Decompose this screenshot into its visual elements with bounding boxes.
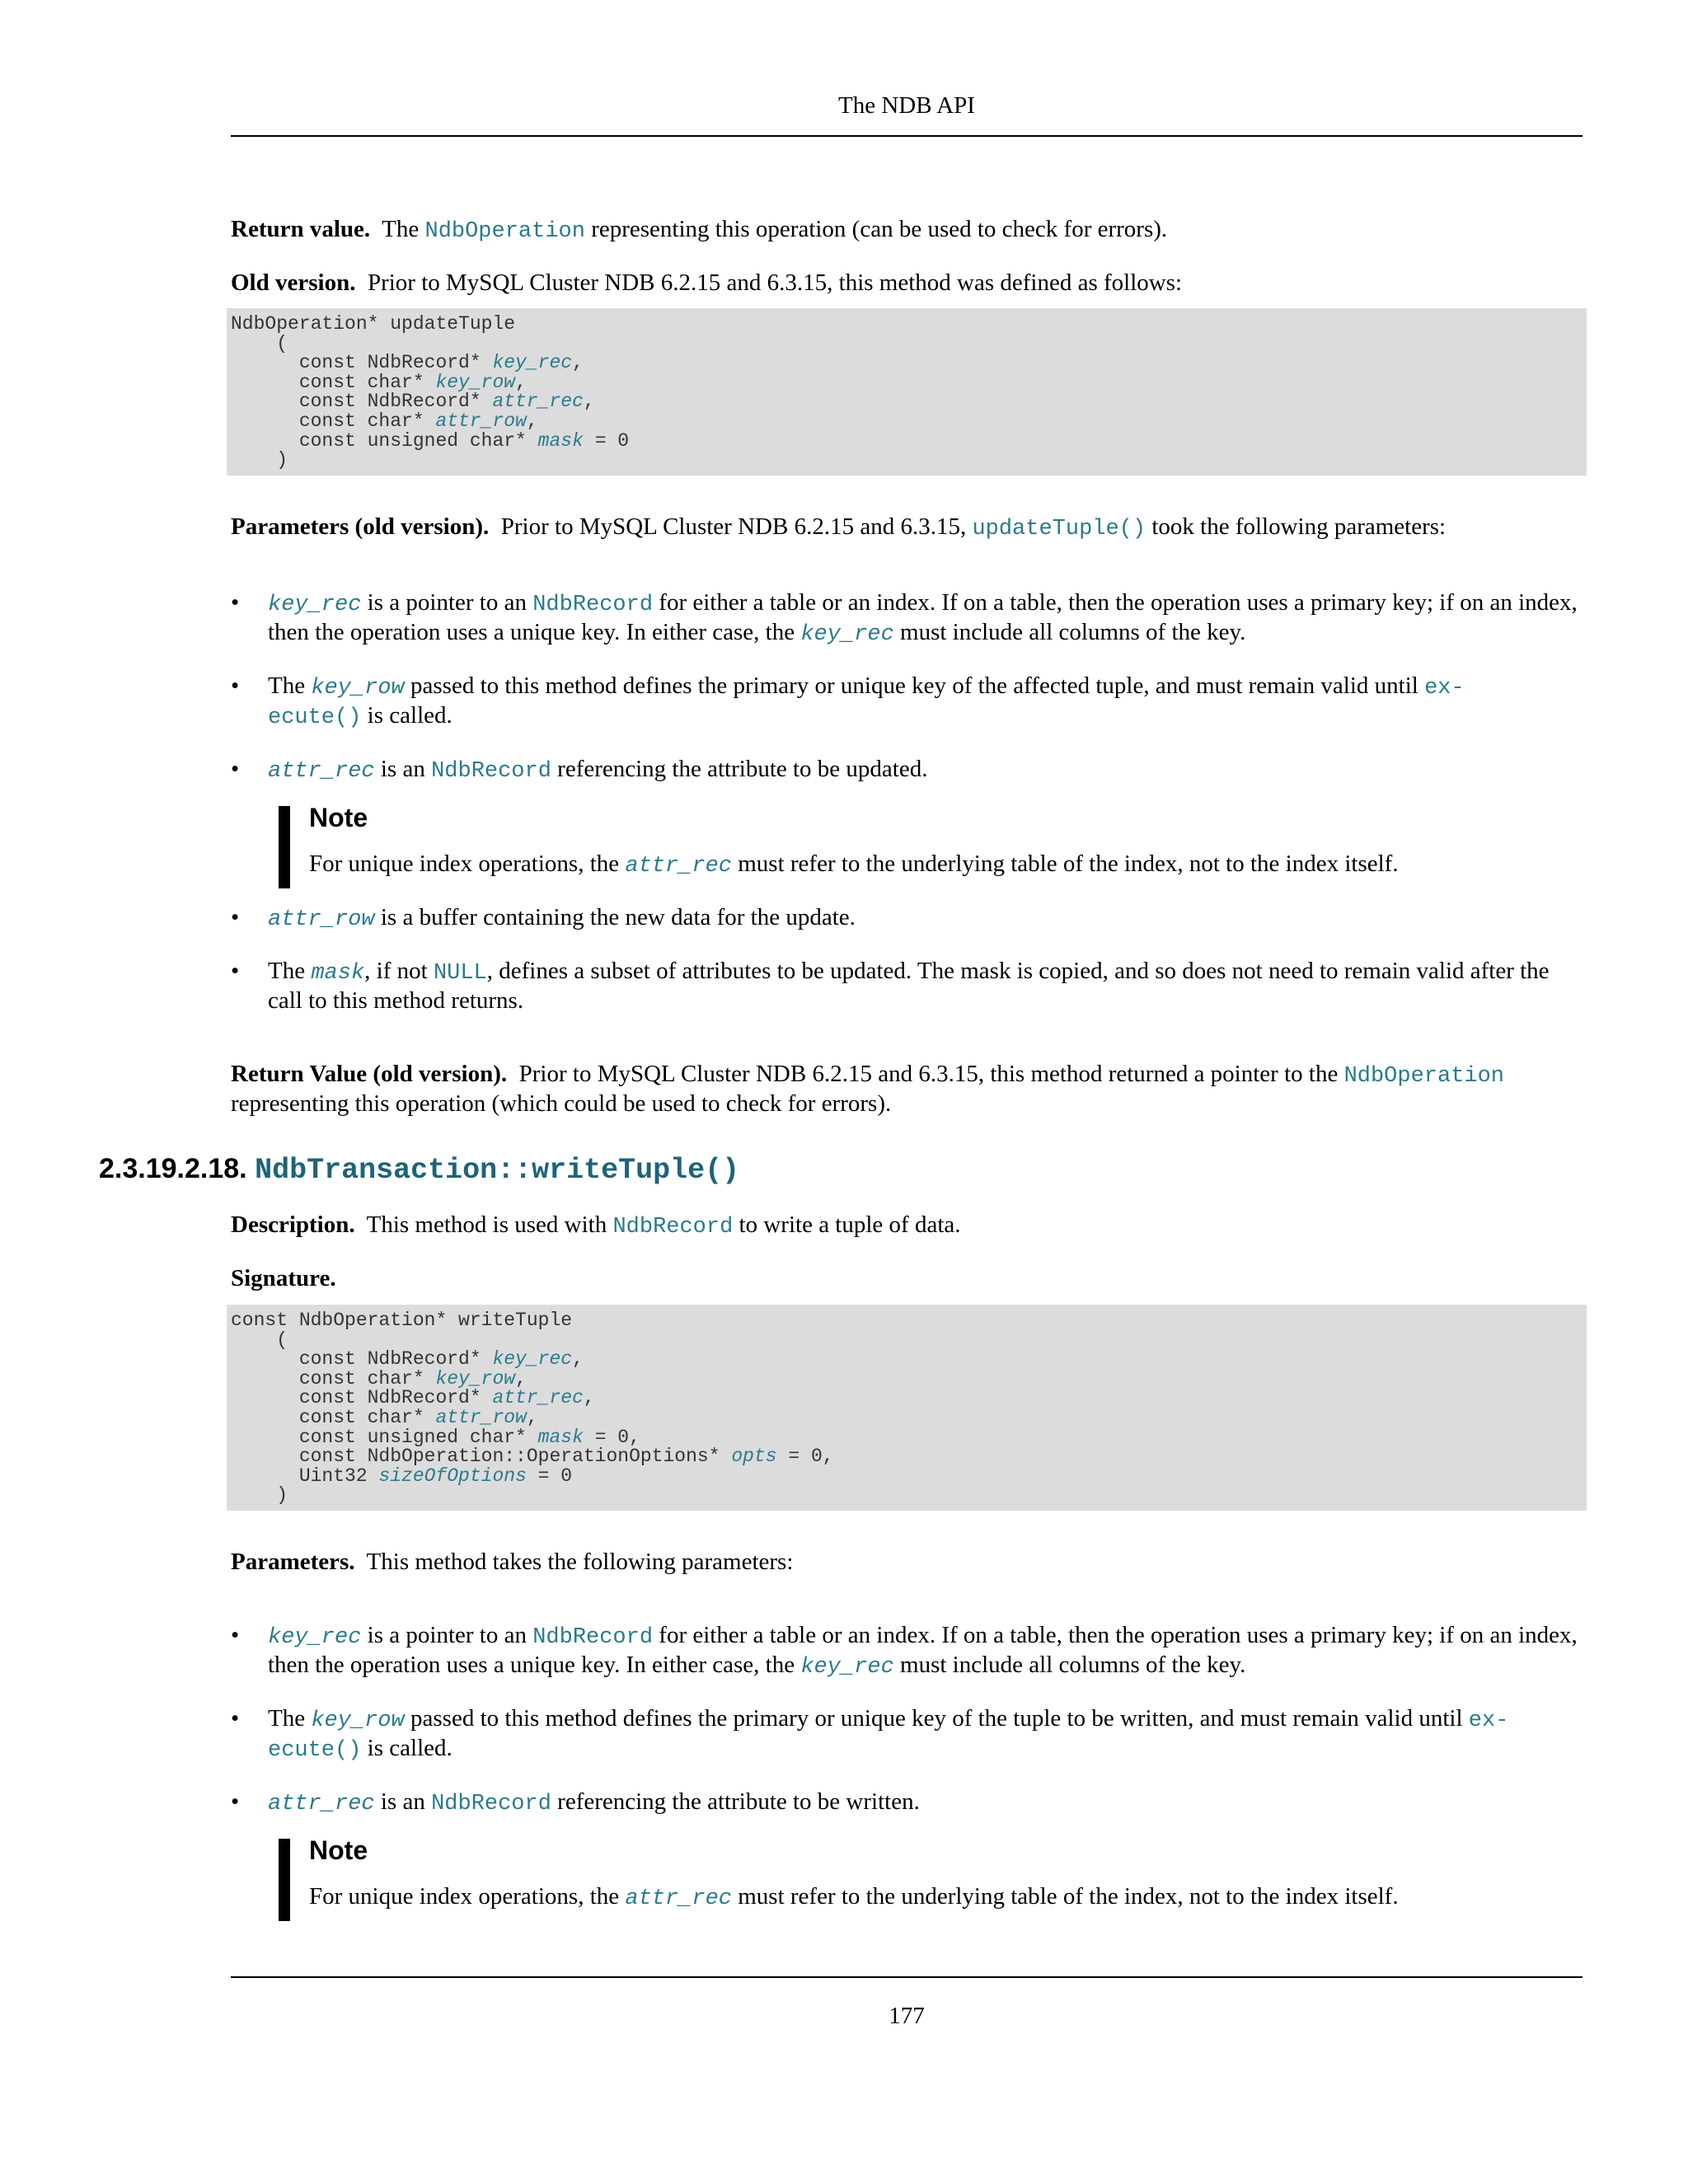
note-text <box>309 851 1582 880</box>
list-item <box>231 1622 1582 1681</box>
list-item <box>231 756 1582 785</box>
code-param: key_rec <box>492 352 573 374</box>
code-text: Uint32 <box>231 1465 379 1487</box>
method-link-execute[interactable]: ecute() <box>268 1737 362 1763</box>
code-block-update-tuple <box>227 308 1587 476</box>
code-param: mask <box>537 1426 584 1448</box>
description-paragraph <box>231 1212 1582 1241</box>
code-param: key_rec <box>492 1348 573 1371</box>
code-text: = 0, <box>583 1426 640 1448</box>
code-param: opts <box>731 1446 777 1468</box>
params-old-label: Parameters (old version). <box>231 513 490 540</box>
code-param: key_row <box>435 371 516 393</box>
code-text: , <box>572 1348 584 1371</box>
code-text: const NdbOperation::OperationOptions* <box>231 1446 732 1468</box>
section-function-name: NdbTransaction::writeTuple() <box>255 1154 740 1187</box>
code-param: mask <box>537 429 584 452</box>
param-mask: mask <box>311 960 365 986</box>
code-line: NdbOperation* updateTuple <box>231 313 516 335</box>
param-attr-row: attr_row <box>268 907 375 932</box>
param-key-rec: key_rec <box>268 1624 362 1650</box>
code-param: attr_rec <box>492 1387 584 1409</box>
signature-paragraph <box>231 1265 1582 1292</box>
text: must include all columns of the key. <box>893 618 1246 645</box>
code-text: = 0 <box>526 1465 573 1487</box>
text: is called. <box>361 1734 452 1761</box>
running-header: The NDB API <box>838 92 975 119</box>
code-line: ) <box>231 1484 288 1507</box>
old-version-paragraph <box>231 269 1582 297</box>
code-text: , <box>583 391 595 413</box>
header-rule <box>231 135 1582 137</box>
code-text: const NdbRecord* <box>231 1348 493 1371</box>
description-label: Description. <box>231 1212 355 1238</box>
text: is an <box>374 1788 432 1815</box>
text: representing this operation (which could be used to check for errors). <box>231 1090 892 1117</box>
code-text: const char* <box>231 371 436 393</box>
return-old-paragraph <box>231 1061 1582 1118</box>
params-old-list-continued <box>231 904 1582 1015</box>
list-item <box>231 904 1582 934</box>
text: Prior to MySQL Cluster NDB 6.2.15 and 6.3.15, <box>500 513 973 540</box>
section-number: 2.3.19.2.18. <box>99 1153 247 1184</box>
params-old-list <box>231 589 1582 785</box>
text: referencing the attribute to be updated. <box>551 755 928 782</box>
code-param: attr_row <box>435 1406 527 1428</box>
code-param: attr_rec <box>492 391 584 413</box>
page-number: 177 <box>889 2003 925 2029</box>
param-attr-rec: attr_rec <box>625 1886 732 1911</box>
footer-rule <box>231 1976 1582 1978</box>
class-link-ndbrecord[interactable]: NdbRecord <box>612 1215 734 1240</box>
code-text: const char* <box>231 410 436 432</box>
param-key-row: key_row <box>311 675 405 701</box>
code-line: ( <box>231 332 288 354</box>
note-bar <box>279 1839 290 1921</box>
code-text: const NdbRecord* <box>231 1387 493 1409</box>
note-box <box>309 803 1582 880</box>
note-title: Note <box>309 1835 368 1865</box>
note-box <box>309 1835 1582 1913</box>
text: This method is used with <box>366 1212 613 1238</box>
literal-null: NULL <box>433 960 487 986</box>
text: must refer to the underlying table of the index, not to the index itself. <box>732 1882 1399 1910</box>
text: Prior to MySQL Cluster NDB 6.2.15 and 6.3.15, this method was defined as follows: <box>367 269 1183 296</box>
text: must refer to the underlying table of the index, not to the index itself. <box>732 850 1399 877</box>
list-item <box>231 1788 1582 1818</box>
note-bar <box>279 806 290 888</box>
text: , defines a subset of attributes to be updated. The mask is copied, and so does not need to remain valid after the call to this method returns. <box>268 957 1550 1014</box>
signature-label: Signature. <box>231 1265 336 1291</box>
text: referencing the attribute to be written. <box>551 1788 920 1815</box>
code-text: , <box>515 1367 527 1390</box>
page-content <box>231 216 1582 1118</box>
text: For unique index operations, the <box>309 850 626 877</box>
note-title: Note <box>309 802 368 832</box>
parameters-list <box>231 1622 1582 1818</box>
params-old-paragraph <box>231 513 1582 543</box>
code-text: , <box>515 371 527 393</box>
param-key-rec: key_rec <box>800 1654 894 1680</box>
text: is a pointer to an <box>361 588 533 616</box>
code-text: const char* <box>231 1406 436 1428</box>
class-link-ndboperation[interactable]: NdbOperation <box>1343 1063 1505 1089</box>
text: , if not <box>364 957 434 984</box>
code-line: const NdbOperation* writeTuple <box>231 1310 573 1331</box>
code-text: = 0, <box>776 1446 834 1468</box>
code-text: const unsigned char* <box>231 429 538 452</box>
text: is called. <box>361 701 452 729</box>
list-item <box>231 673 1582 732</box>
class-link-ndbrecord[interactable]: NdbRecord <box>431 758 551 784</box>
section-content <box>231 1212 1582 1913</box>
code-text: const char* <box>231 1367 436 1390</box>
return-old-label: Return Value (old version). <box>231 1060 508 1087</box>
text: to write a tuple of data. <box>733 1212 961 1238</box>
param-attr-rec: attr_rec <box>268 1791 375 1816</box>
class-link-ndbrecord[interactable]: NdbRecord <box>431 1791 551 1816</box>
code-line: ) <box>231 449 288 471</box>
code-text: , <box>526 410 538 432</box>
class-link-ndbrecord[interactable]: NdbRecord <box>532 1624 654 1650</box>
text: This method takes the following parameters: <box>366 1548 794 1575</box>
class-link-ndbrecord[interactable]: NdbRecord <box>532 592 654 617</box>
code-param: attr_row <box>435 410 527 432</box>
code-block-write-tuple <box>227 1305 1587 1511</box>
code-param: key_row <box>435 1367 516 1390</box>
text: The <box>268 672 312 699</box>
param-key-row: key_row <box>311 1708 405 1733</box>
text: The <box>268 957 312 984</box>
param-key-rec: key_rec <box>800 621 894 647</box>
return-value-paragraph <box>231 216 1582 246</box>
code-text: , <box>572 352 584 374</box>
list-item <box>231 1705 1582 1765</box>
text: The <box>382 216 425 242</box>
text: is an <box>374 755 432 782</box>
code-text: const unsigned char* <box>231 1426 538 1448</box>
text: took the following parameters: <box>1146 513 1447 540</box>
code-text: const NdbRecord* <box>231 391 493 413</box>
text: representing this operation (can be used to check for errors). <box>584 216 1168 242</box>
code-text: const NdbRecord* <box>231 352 493 374</box>
param-attr-rec: attr_rec <box>625 853 732 879</box>
text: passed to this method defines the primary or unique key of the affected tuple, and must remain valid until <box>404 672 1425 699</box>
method-link-execute[interactable]: ecute() <box>268 705 362 730</box>
return-value-label: Return value. <box>231 216 371 242</box>
method-link-execute[interactable]: ex- <box>1424 675 1465 701</box>
param-key-rec: key_rec <box>268 592 362 617</box>
code-param: sizeOfOptions <box>378 1465 527 1487</box>
text: must include all columns of the key. <box>893 1651 1246 1678</box>
text: for either a table or an index. If on a table, then the operation uses a primary key; if on an index, then the operation uses a unique key. In either case, the <box>268 1621 1578 1678</box>
text: is a buffer containing the new data for the update. <box>374 903 856 930</box>
parameters-label: Parameters. <box>231 1548 355 1575</box>
section-heading <box>99 1152 739 1187</box>
parameters-paragraph <box>231 1549 1582 1576</box>
text: The <box>268 1704 312 1732</box>
old-version-label: Old version. <box>231 269 356 296</box>
list-item <box>231 589 1582 649</box>
text: passed to this method defines the primary or unique key of the tuple to be written, and must remain valid until <box>404 1704 1469 1732</box>
text: for either a table or an index. If on a table, then the operation uses a primary key; if on an index, then the operation uses a unique key. In either case, the <box>268 588 1578 645</box>
text: For unique index operations, the <box>309 1882 626 1910</box>
method-link-updatetuple[interactable]: updateTuple() <box>972 516 1146 541</box>
class-link-ndboperation[interactable]: NdbOperation <box>424 219 585 244</box>
note-text <box>309 1883 1582 1913</box>
code-line: ( <box>231 1329 288 1351</box>
param-attr-rec: attr_rec <box>268 758 375 784</box>
list-item <box>231 958 1582 1015</box>
code-text: , <box>583 1387 595 1409</box>
code-text: , <box>526 1406 538 1428</box>
text: is a pointer to an <box>361 1621 533 1648</box>
text: Prior to MySQL Cluster NDB 6.2.15 and 6.3.15, this method returned a pointer to the <box>518 1060 1344 1087</box>
code-text: = 0 <box>583 429 630 452</box>
method-link-execute[interactable]: ex- <box>1468 1708 1509 1733</box>
